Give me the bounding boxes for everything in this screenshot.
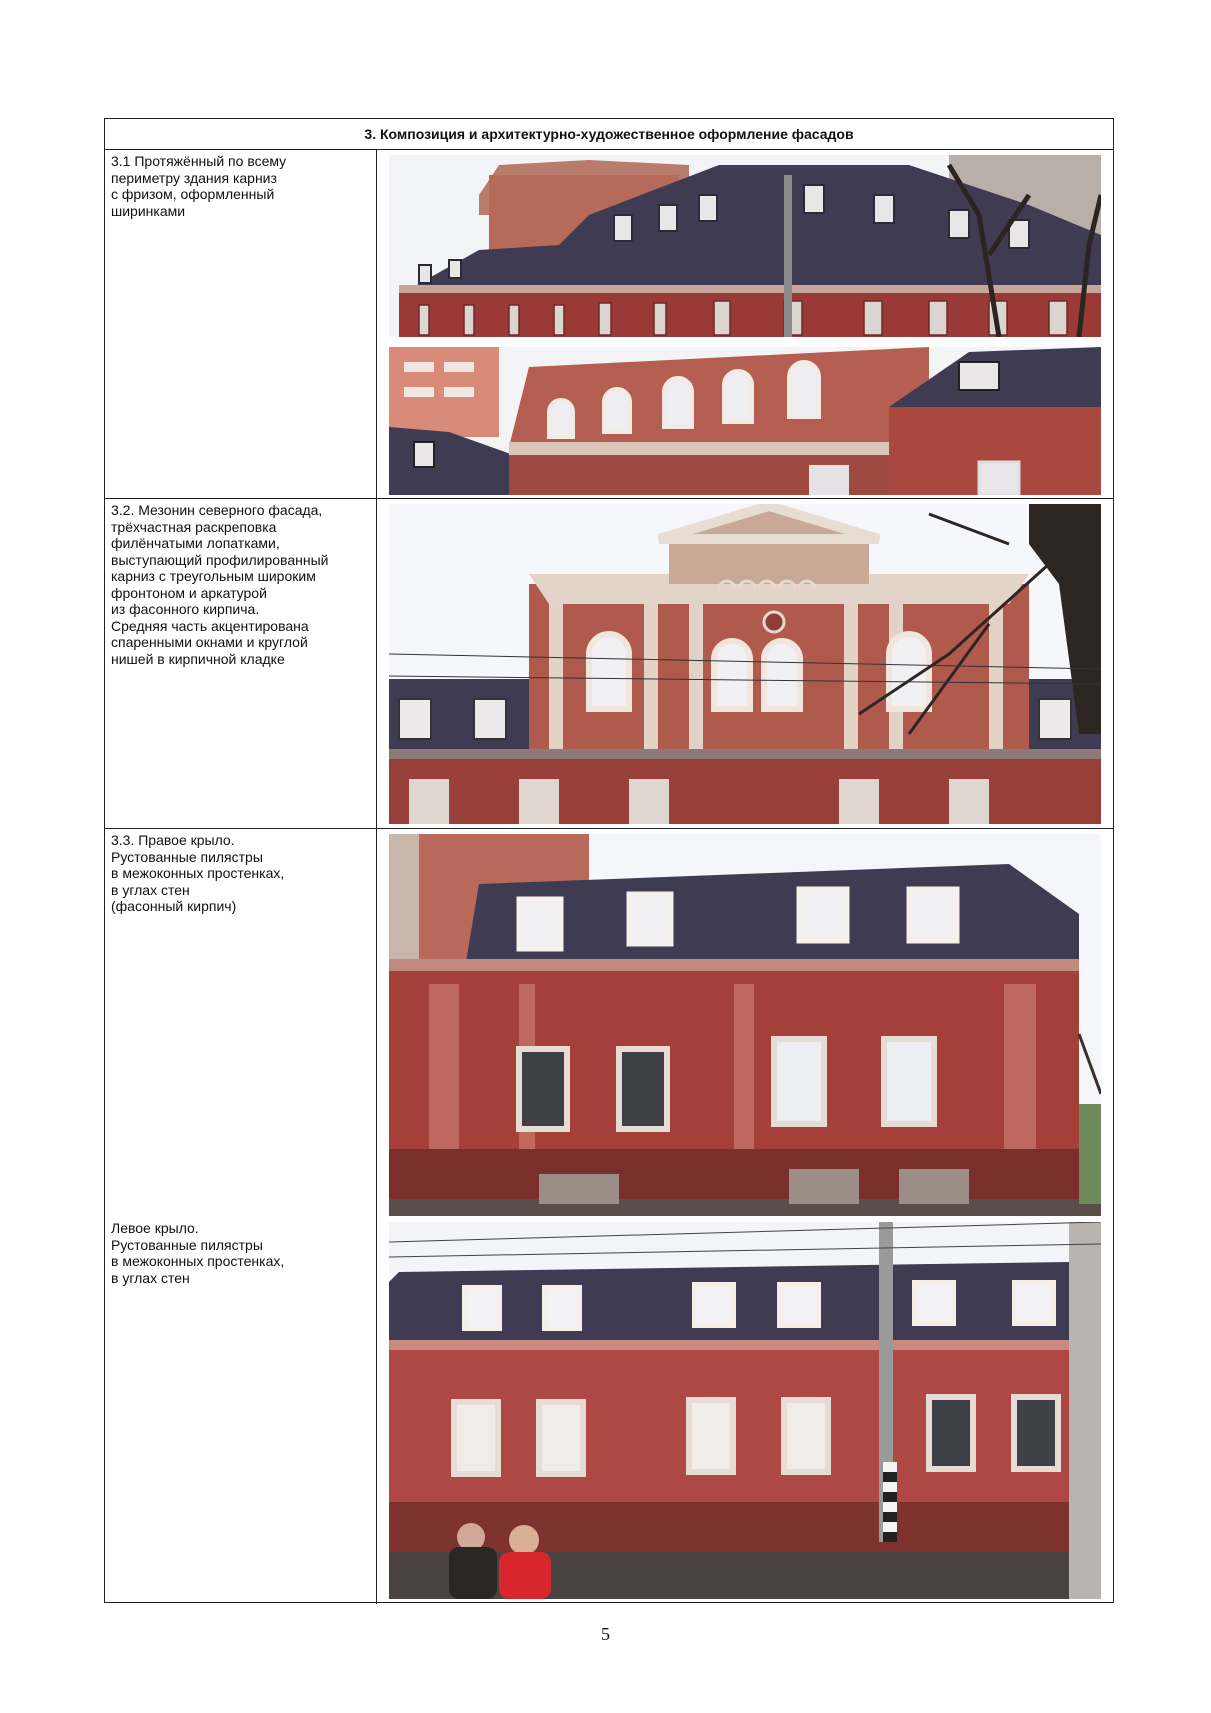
row-mezzanine [105, 499, 1113, 829]
caption-cell [105, 499, 377, 828]
photo-left-wing [389, 1222, 1101, 1599]
caption-mezzanine: 3.2. Мезонин северного фасада, трёхчастная раскреповка филёнчатыми лопатками, выступающий профилированный карниз с треугольным широким фронтоном и аркатурой из фасонного кирпича. Средняя часть акцентирована спаренными окнами и круглой нишей в кирпичной кладке [111, 502, 329, 667]
photo-cornice-detail [389, 347, 1101, 495]
facade-photo [389, 834, 1101, 1216]
caption-cell [105, 829, 377, 1604]
facade-photo [389, 155, 1101, 337]
facade-photo [389, 347, 1101, 495]
facade-table [104, 118, 1114, 1603]
photo-mezzanine [389, 504, 1101, 824]
photo-right-wing [389, 834, 1101, 1216]
section-title: 3. Композиция и архитектурно-художественное оформление фасадов [105, 119, 1113, 150]
caption-cornice: 3.1 Протяжённый по всему периметру здания карниз с фризом, оформленный ширинками [111, 153, 287, 219]
photo-cornice-wide [389, 155, 1101, 337]
caption-right-wing: 3.3. Правое крыло. Рустованные пилястры в межоконных простенках, в углах стен (фасонный кирпич) [111, 832, 285, 914]
row-cornice [105, 150, 1113, 499]
caption-left-wing: Левое крыло. Рустованные пилястры в межоконных простенках, в углах стен [111, 1220, 285, 1286]
caption-cell [105, 150, 377, 498]
row-wings [105, 829, 1113, 1604]
page-number: 5 [601, 1624, 610, 1644]
facade-photo [389, 504, 1101, 824]
facade-photo [389, 1222, 1101, 1599]
